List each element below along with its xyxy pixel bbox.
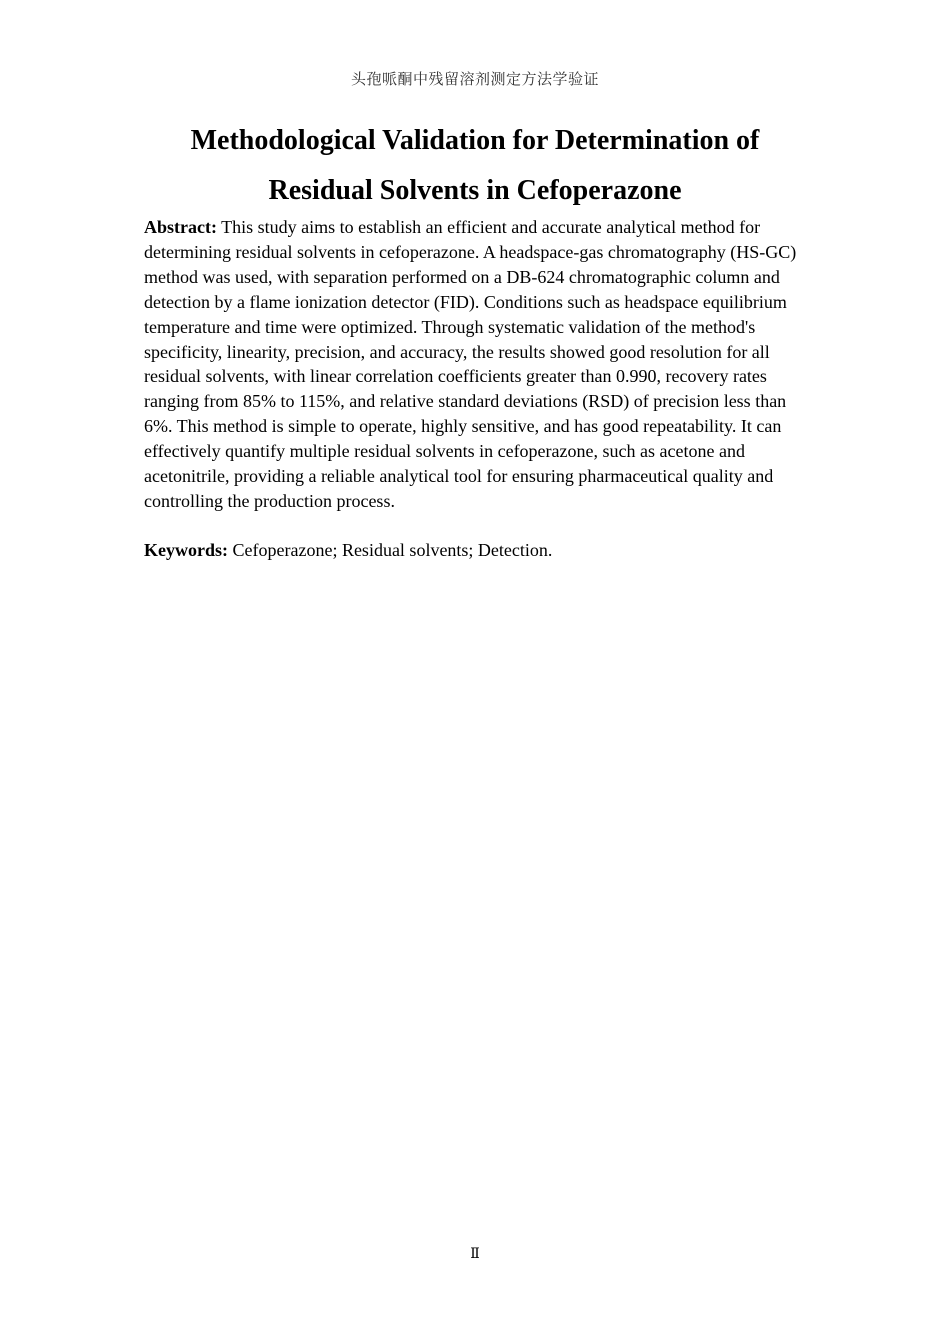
abstract-label: Abstract: <box>144 217 217 237</box>
paper-title-line-1: Methodological Validation for Determination of <box>190 125 760 156</box>
paper-title <box>144 116 806 216</box>
running-header: 头孢哌酮中残留溶剂测定方法学验证 <box>350 70 599 88</box>
keywords-paragraph <box>144 538 806 563</box>
keywords-text: Cefoperazone; Residual solvents; Detection. <box>228 540 553 560</box>
keywords-label: Keywords: <box>144 540 228 560</box>
abstract-paragraph <box>144 215 806 514</box>
page-number: Ⅱ <box>470 1247 480 1262</box>
paper-title-line-2: Residual Solvents in Cefoperazone <box>268 175 682 206</box>
abstract-text: This study aims to establish an efficient and accurate analytical method for determining residual solvents in cefoperazone. A headspace-gas chromatography (HS-GC) method was used, with separation performed on a DB-624 chromatographic column and detection by a flame ionization detector (FID). Conditions such as headspace equilibrium temperature and time were optimized. Through systematic validation of the method's specificity, linearity, precision, and accuracy, the results showed good resolution for all residual solvents, with linear correlation coefficients greater than 0.990, recovery rates ranging from 85% to 115%, and relative standard deviations (RSD) of precision less than 6%. This method is simple to operate, highly sensitive, and has good repeatability. It can effectively quantify multiple residual solvents in cefoperazone, such as acetone and acetonitrile, providing a reliable analytical tool for ensuring pharmaceutical quality and controlling the production process. <box>144 217 797 511</box>
